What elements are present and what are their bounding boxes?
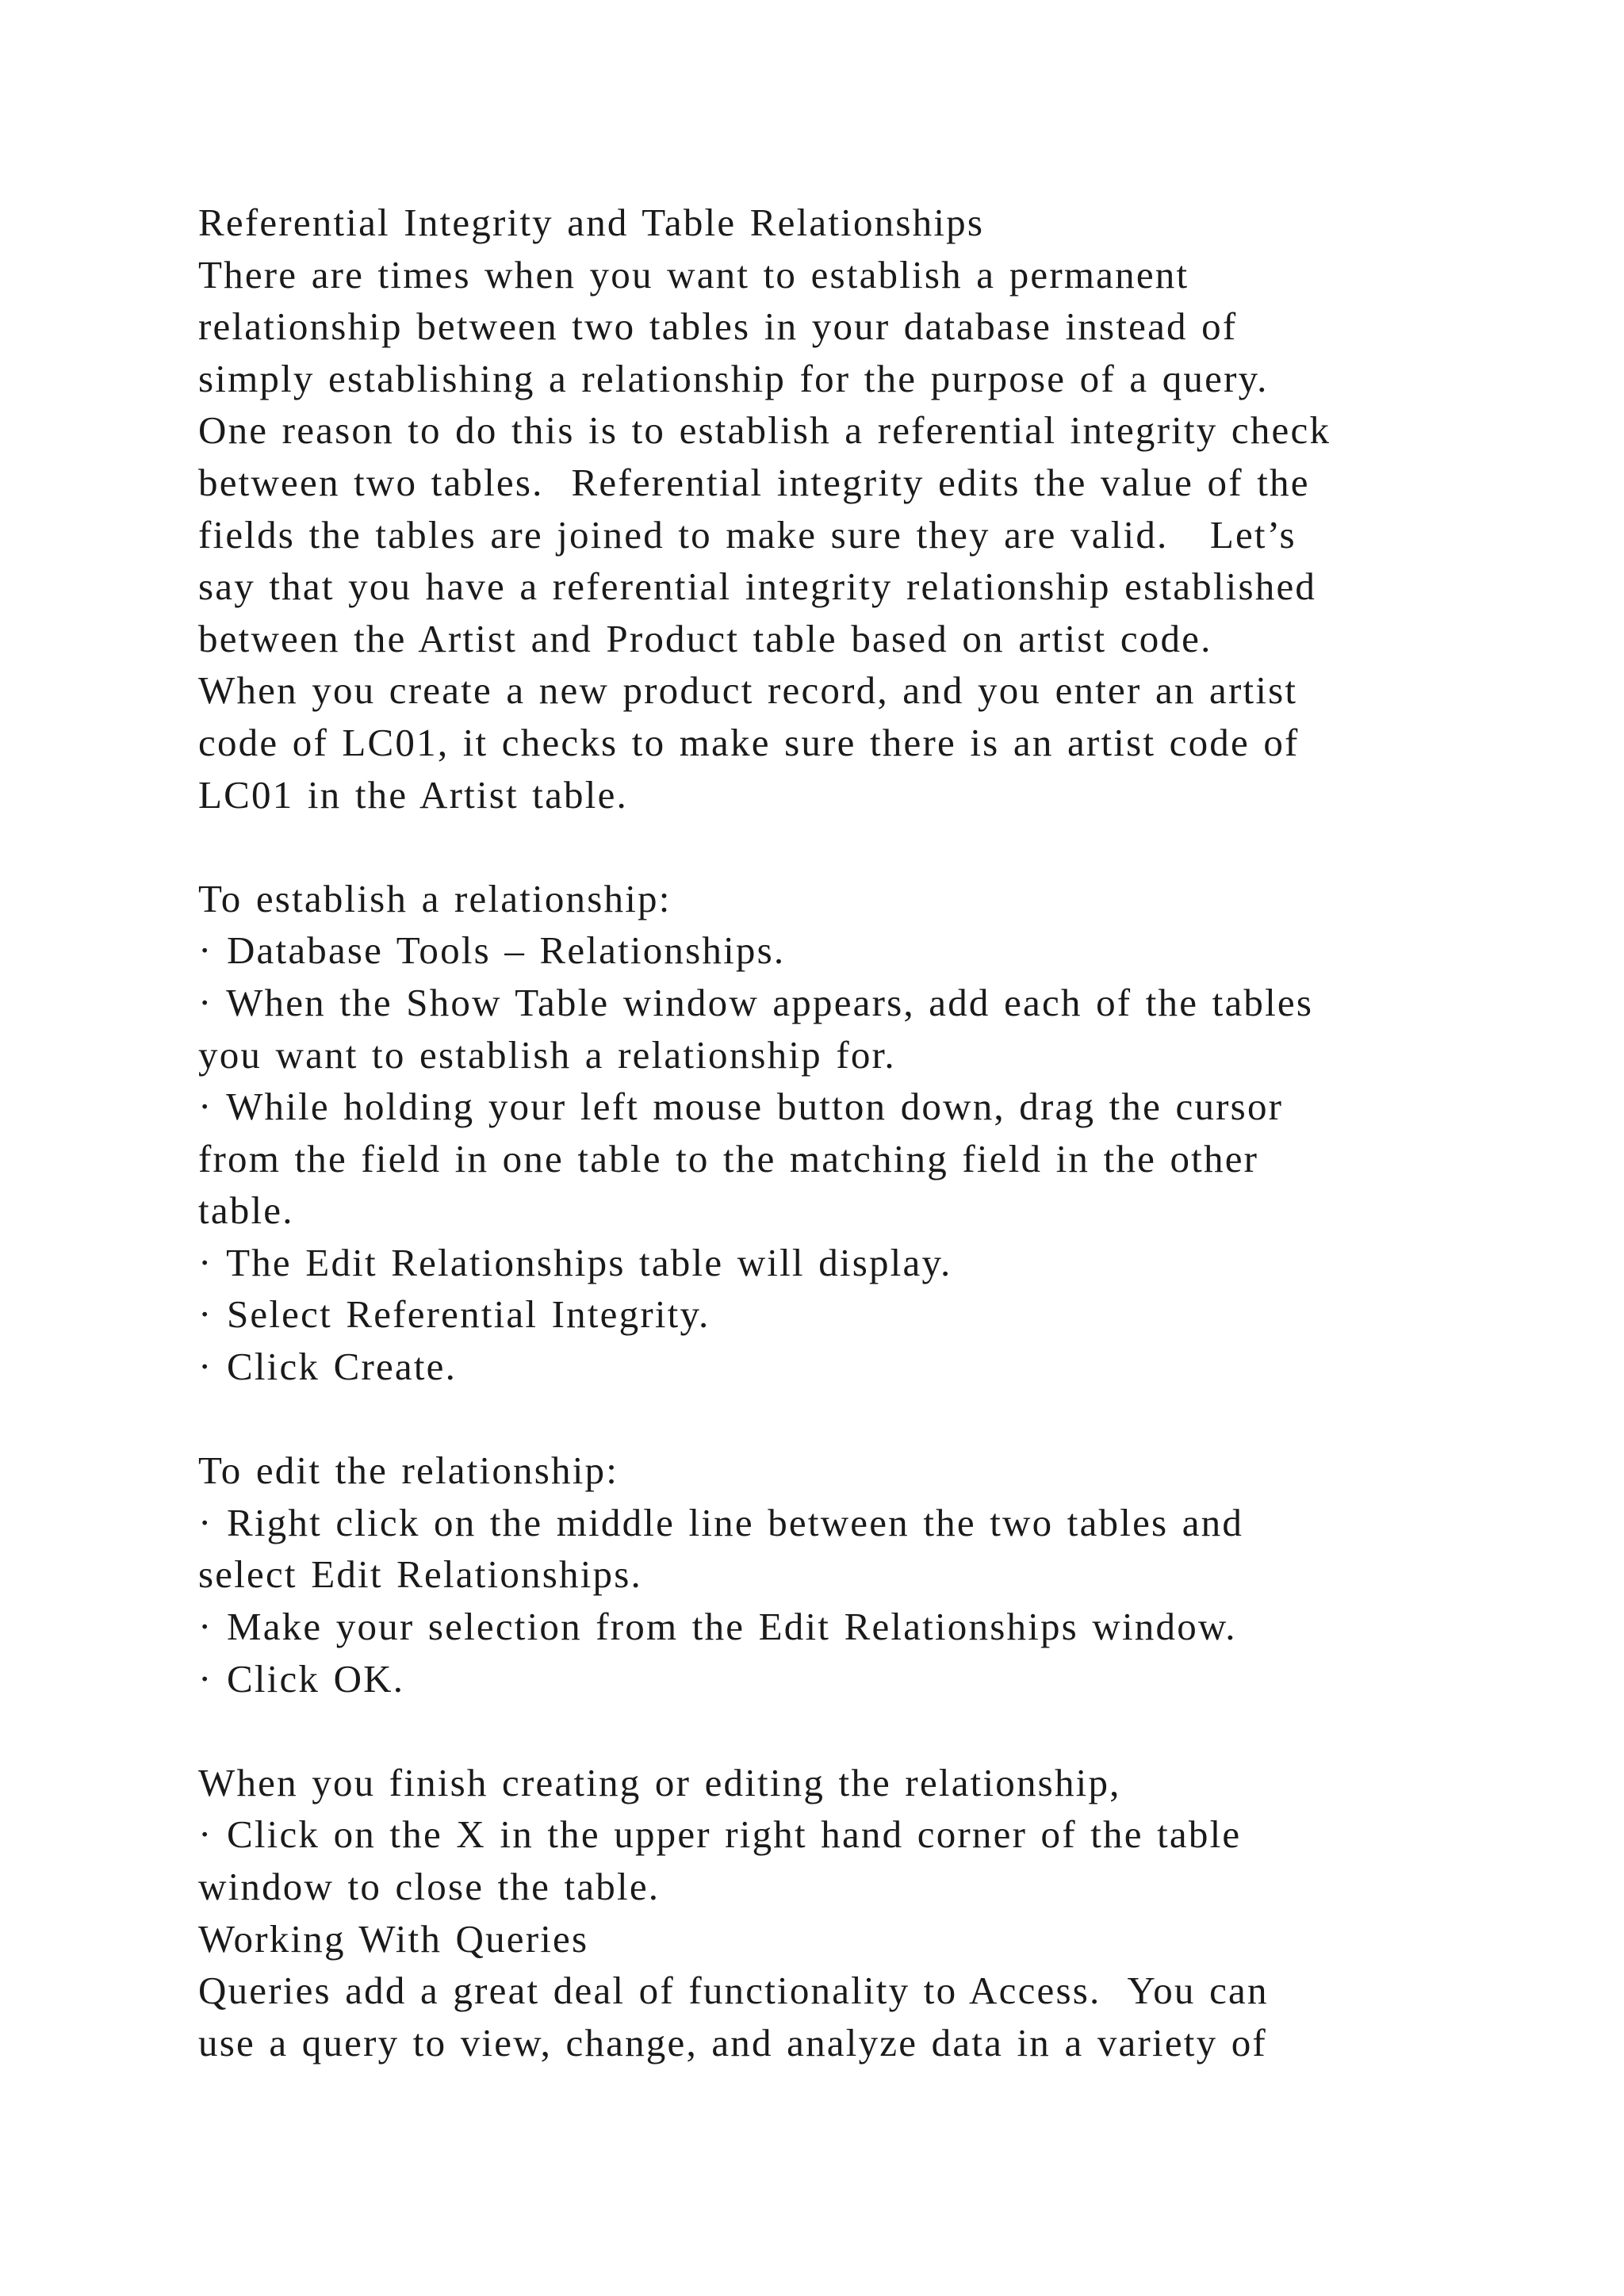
blank-line	[198, 821, 1546, 873]
section-heading: To edit the relationship:	[198, 1448, 619, 1493]
list-item-continuation: select Edit Relationships.	[198, 1552, 642, 1597]
list-item: · Click on the X in the upper right hand corner of the table	[198, 1812, 1242, 1857]
text-line: simply establishing a relationship for the purpose of a query.	[198, 356, 1269, 400]
text-line: code of LC01, it checks to make sure there is an artist code of	[198, 720, 1300, 764]
list-item: · When the Show Table window appears, add each of the tables	[198, 980, 1314, 1024]
section-title: Working With Queries	[198, 1916, 589, 1961]
text-line: One reason to do this is to establish a referential integrity check	[198, 408, 1331, 453]
list-item: · The Edit Relationships table will display.	[198, 1240, 952, 1284]
text-line: say that you have a referential integrity relationship established	[198, 564, 1317, 609]
text-line: use a query to view, change, and analyze data in a variety of	[198, 2020, 1267, 2064]
text-line: between the Artist and Product table based on artist code.	[198, 616, 1212, 660]
section-heading: To establish a relationship:	[198, 876, 672, 920]
document-title: Referential Integrity and Table Relationships	[198, 201, 985, 244]
list-item: · Database Tools – Relationships.	[198, 928, 786, 973]
list-item-continuation: window to close the table.	[198, 1865, 661, 1908]
text-line: between two tables. Referential integrity edits the value of the	[198, 460, 1310, 504]
document-body	[198, 197, 1546, 2068]
list-item: · Select Referential Integrity.	[198, 1292, 710, 1337]
list-item: · Right click on the middle line between the two tables and	[198, 1500, 1244, 1544]
text-line: When you finish creating or editing the relationship,	[198, 1760, 1121, 1804]
text-line: Queries add a great deal of functionality to Access. You can	[198, 1969, 1269, 2013]
list-item: · While holding your left mouse button down, drag the cursor	[198, 1085, 1284, 1129]
blank-line	[198, 1705, 1546, 1757]
list-item: · Click OK.	[198, 1656, 405, 1701]
list-item-continuation: table.	[198, 1188, 294, 1233]
text-line: fields the tables are joined to make sure they are valid. Let’s	[198, 512, 1297, 557]
list-item: · Make your selection from the Edit Relationships window.	[198, 1605, 1237, 1649]
text-line: relationship between two tables in your database instead of	[198, 304, 1238, 349]
list-item-continuation: you want to establish a relationship for.	[198, 1032, 896, 1077]
list-item-continuation: from the field in one table to the matching field in the other	[198, 1136, 1259, 1181]
blank-line	[198, 1393, 1546, 1445]
text-line: There are times when you want to establish a permanent	[198, 252, 1189, 297]
text-line: LC01 in the Artist table.	[198, 772, 628, 817]
text-line: When you create a new product record, and you enter an artist	[198, 668, 1298, 713]
list-item: · Click Create.	[198, 1345, 458, 1389]
